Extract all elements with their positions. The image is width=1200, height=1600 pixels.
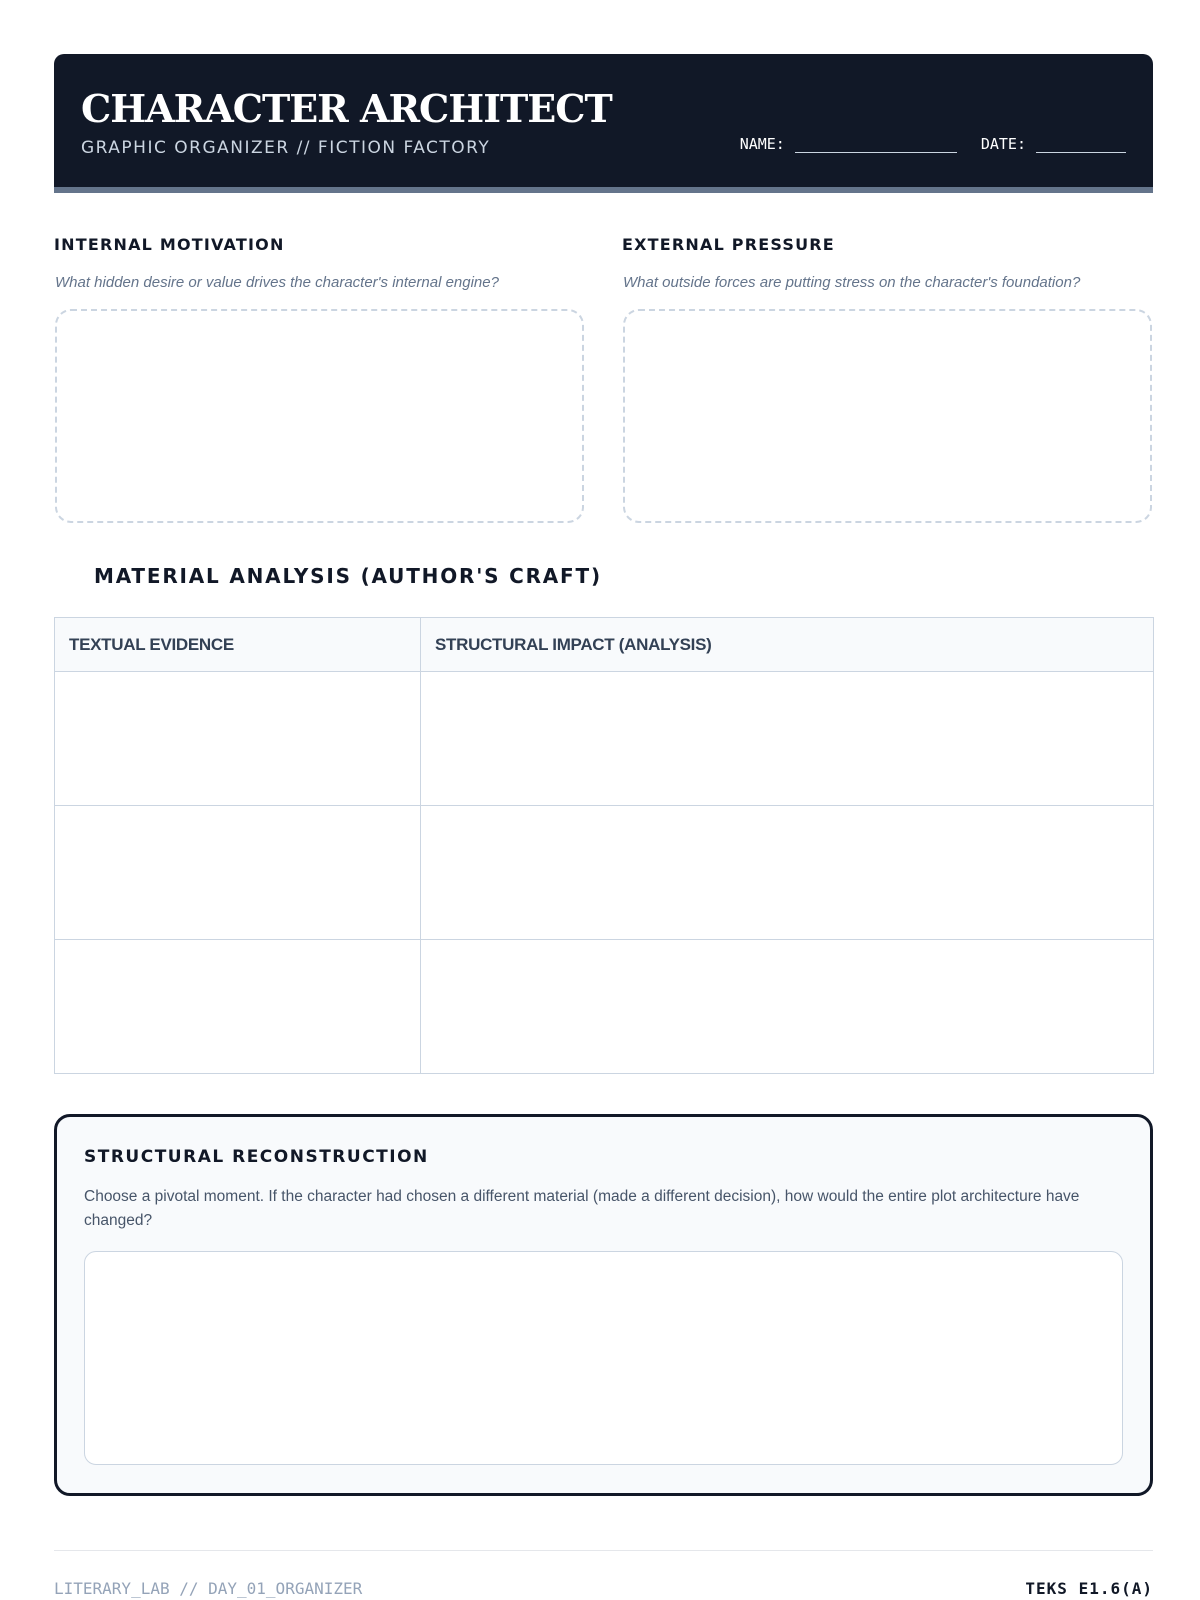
- footer-label: LITERARY_LAB // DAY_01_ORGANIZER: [54, 1579, 363, 1598]
- material-analysis-title: MATERIAL ANALYSIS (AUTHOR'S CRAFT): [94, 564, 602, 588]
- header-fields: [740, 135, 1126, 153]
- internal-motivation-prompt: What hidden desire or value drives the character's internal engine?: [55, 274, 499, 291]
- external-pressure-box[interactable]: [623, 309, 1152, 523]
- evidence-cell[interactable]: [55, 672, 421, 806]
- impact-cell[interactable]: [421, 940, 1154, 1074]
- evidence-cell[interactable]: [55, 940, 421, 1074]
- external-pressure-title: EXTERNAL PRESSURE: [622, 235, 835, 254]
- worksheet-title: CHARACTER ARCHITECT: [81, 86, 612, 131]
- structural-reconstruction-prompt: Choose a pivotal moment. If the character had chosen a different material (made a different decision), how would the entire plot architecture have changed?: [84, 1188, 1080, 1229]
- date-field: [981, 135, 1126, 153]
- name-label: NAME:: [739, 135, 785, 153]
- evidence-cell[interactable]: [55, 806, 421, 940]
- column-header-textual-evidence: TEXTUAL EVIDENCE: [55, 618, 421, 672]
- internal-motivation-box[interactable]: [55, 309, 584, 523]
- date-label: DATE:: [980, 135, 1026, 153]
- impact-cell[interactable]: [421, 672, 1154, 806]
- column-header-structural-impact: STRUCTURAL IMPACT (ANALYSIS): [421, 618, 1154, 672]
- table-header-row: [55, 618, 1154, 672]
- worksheet-subtitle: GRAPHIC ORGANIZER // FICTION FACTORY: [81, 138, 491, 158]
- structural-reconstruction-box[interactable]: [84, 1251, 1123, 1465]
- footer-standard-code: TEKS E1.6(A): [1025, 1579, 1153, 1598]
- name-blank[interactable]: [795, 139, 957, 153]
- table-row: [55, 806, 1154, 940]
- structural-reconstruction-panel: [54, 1114, 1153, 1496]
- impact-cell[interactable]: [421, 806, 1154, 940]
- footer-divider: [54, 1550, 1153, 1551]
- worksheet-header: [54, 54, 1153, 193]
- structural-reconstruction-title: STRUCTURAL RECONSTRUCTION: [84, 1147, 429, 1167]
- material-analysis-table: [54, 617, 1154, 1074]
- external-pressure-prompt: What outside forces are putting stress on the character's foundation?: [623, 274, 1081, 291]
- table-row: [55, 672, 1154, 806]
- date-blank[interactable]: [1036, 139, 1126, 153]
- internal-motivation-title: INTERNAL MOTIVATION: [54, 235, 285, 254]
- table-row: [55, 940, 1154, 1074]
- name-field: [740, 135, 957, 153]
